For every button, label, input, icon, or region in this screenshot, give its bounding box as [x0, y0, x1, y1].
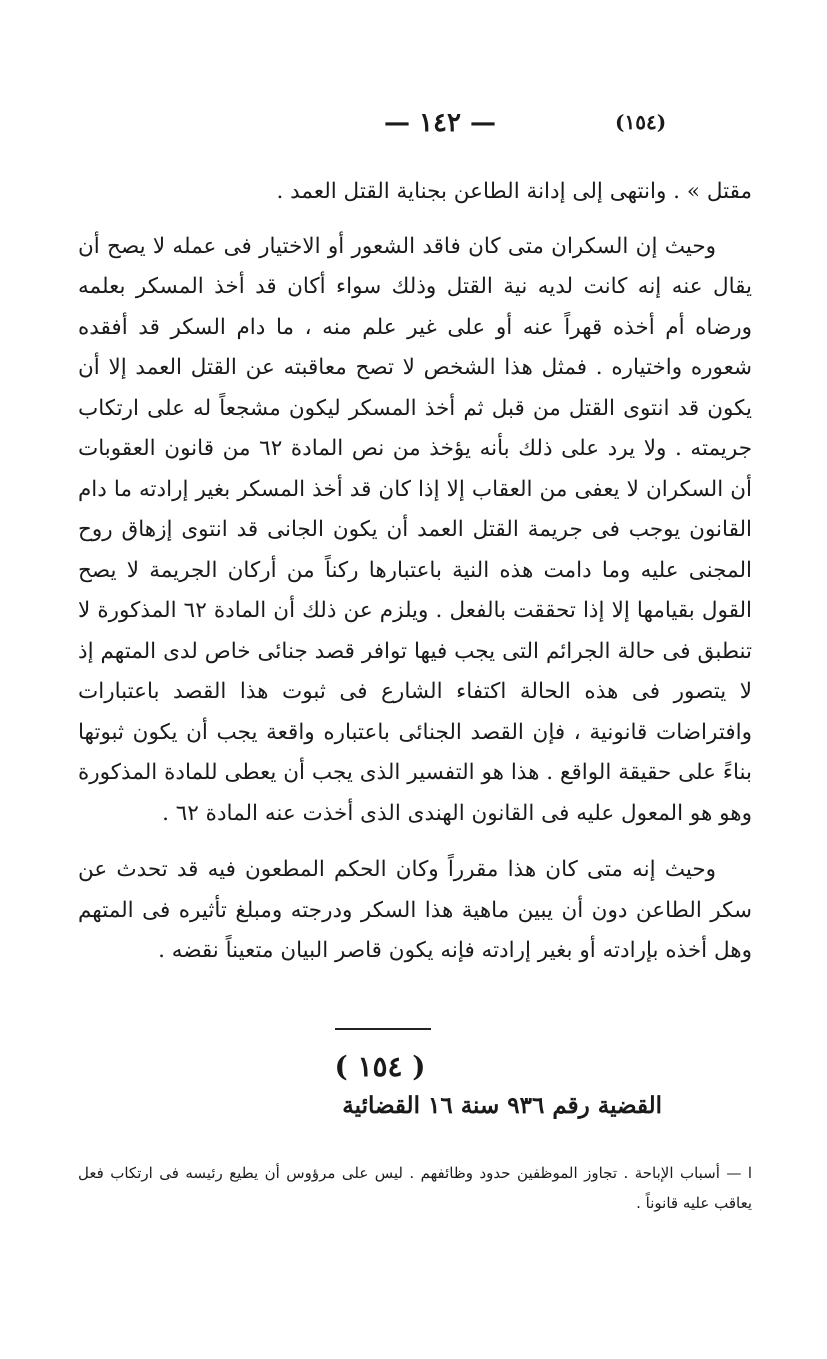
paragraph-ruling: وحيث إنه متى كان هذا مقرراً وكان الحكم المطعون فيه قد تحدث عن سكر الطاعن دون أن يبين ماهية هذا السكر ودرجته ومبلغ تأثيره فى المتهم وهل أخذه بإرادته أو بغير إرادته فإنه يكون قاصر البيان متعيناً نقضه . [78, 857, 752, 963]
judgment-body [78, 172, 752, 972]
page-header [70, 108, 742, 148]
case-number-heading: ( ١٥٤ ) [334, 1050, 426, 1083]
page-number: — ١٤٢ — [383, 108, 497, 138]
summary-principle: ا — أسباب الإباحة . تجاوز الموظفين حدود وظائفهم . ليس على مرؤوس أن يطيع رئيسه فى ارتكاب فعل يعاقب عليه قانوناً . [78, 1164, 752, 1212]
section-divider [335, 1028, 431, 1030]
case-title: القضية رقم ٩٣٦ سنة ١٦ القضائية [342, 1092, 662, 1119]
running-case-reference: (١٥٤) [615, 110, 667, 134]
paragraph-reasoning: وحيث إن السكران متى كان فاقد الشعور أو الاختيار فى عمله لا يصح أن يقال عنه إنه كانت لديه نية القتل وذلك سواء أكان قد أخذ المسكر بعلمه ورضاه أم أخذه قهراً عنه أو على غير علم منه ، ما دام السكر قد أفقده شعوره واختياره . فمثل هذا الشخص لا تصح معاقبته عن القتل العمد إلا أن يكون قد انتوى القتل من قبل ثم أخذ المسكر ليكون مشجعاً له على ارتكاب جريمته . ولا يرد على ذلك بأنه يؤخذ من نص المادة ٦٢ من قانون العقوبات أن السكران لا يعفى من العقاب إلا إذا كان قد أخذ المسكر بغير إرادته ما دام القانون يوجب فى جريمة القتل العمد أن يكون الجانى قد انتوى إزهاق روح المجنى عليه وما دامت هذه النية باعتبارها ركناً من أركان الجريمة لا يصح القول بقيامها إلا إذا تحققت بالفعل . ويلزم عن ذلك أن المادة ٦٢ المذكورة لا تنطبق فى حالة الجرائم التى يجب فيها توافر قصد جنائى خاص لدى المتهم إذ لا يتصور فى هذه الحالة اكتفاء الشارع فى ثبوت هذا القصد باعتبارات وافتراضات قانونية ، فإن القصد الجنائى باعتباره واقعة يجب أن يكون ثبوتها بناءً على حقيقة الواقع . هذا هو التفسير الذى يجب أن يعطى للمادة المذكورة وهو هو المعول عليه فى القانون الهندى الذى أخذت عنه المادة ٦٢ . [78, 233, 753, 826]
paragraph-conclusion: مقتل » . وانتهى إلى إدانة الطاعن بجناية القتل العمد . [276, 179, 752, 204]
case-summary [78, 1158, 752, 1218]
